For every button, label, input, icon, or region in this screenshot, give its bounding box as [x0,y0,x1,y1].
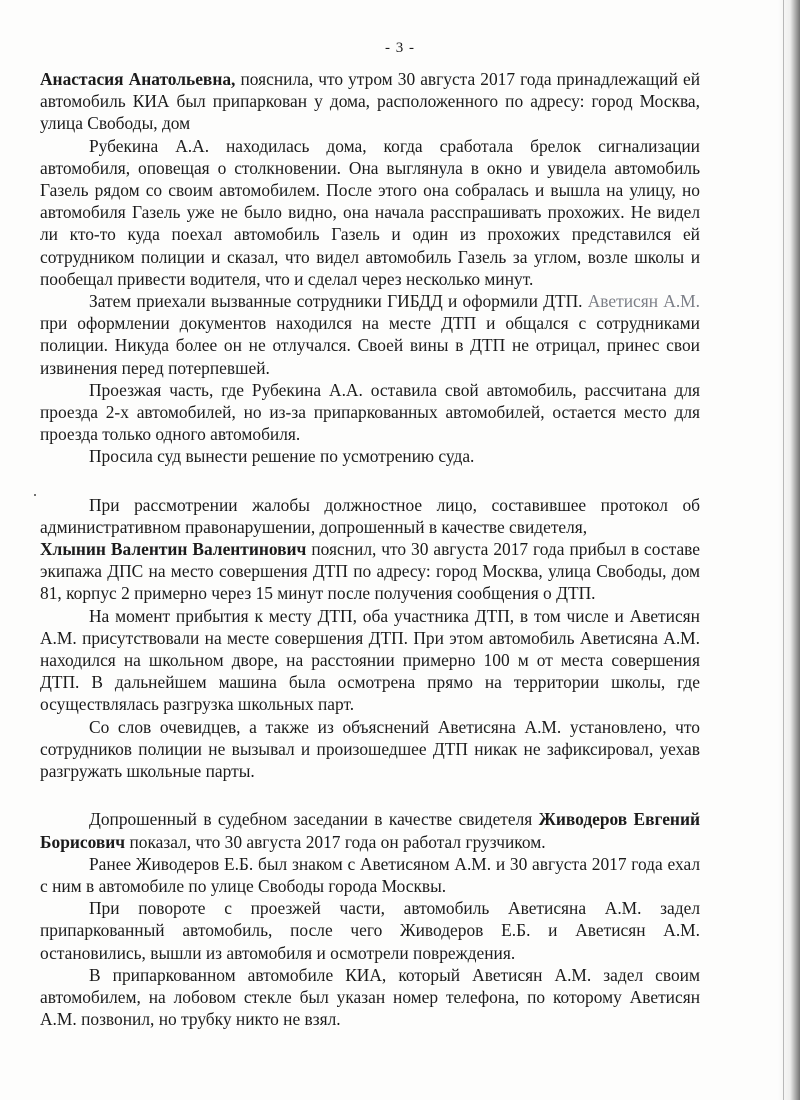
paragraph-text: Просила суд вынести решение по усмотрению суда. [89,446,475,467]
witness-name: Анастасия Анатольевна, [40,69,236,89]
paragraph-text: пояснил, что 30 августа 2017 года прибыл в составе экипажа ДПС на место совершения ДТП по адресу: город Москва, улица Свободы, дом 81, корпус 2 примерно через 15 минут после получения сообщения о ДТП. [40,539,700,604]
scan-edge-shadow [778,0,800,1100]
paragraph-13 [40,964,700,1031]
paragraph-8 [40,605,700,716]
paragraph-gap [40,468,700,494]
paragraph-5 [40,445,700,467]
paragraph-4 [40,379,700,446]
paragraph-text: Допрошенный в судебном заседании в качестве свидетеля [89,809,539,830]
paragraph-text: Затем приехали вызванные сотрудники ГИБДД и оформили ДТП. [89,291,588,312]
page-number: - 3 - [385,40,415,56]
paragraph-7 [40,538,700,605]
scan-speck [34,494,36,496]
paragraph-11 [40,853,700,897]
paragraph-1 [40,68,700,135]
paragraph-gap [40,782,700,808]
faded-name: Аветисян А.М. [587,291,700,312]
paragraph-text: Проезжая часть, где Рубекина А.А. оставила свой автомобиль, рассчитана для проезда 2-х автомобилей, но из-за припаркованных автомобилей, остается место для проезда только одного автомобиля. [40,379,700,445]
paragraph-text: пояснила, что утром 30 августа 2017 года принадлежащий ей автомобиль КИА был припаркован у дома, расположенного по адресу: город Москва, улица Свободы, дом [40,69,701,134]
paragraph-3 [40,290,700,379]
paragraph-12 [40,897,700,964]
paragraph-2 [40,135,700,290]
paragraph-text: Со слов очевидцев, а также из объяснений Аветисяна А.М. установлено, что сотрудников полиции не вызывал и произошедшее ДТП никак не зафиксировал, уехав разгружать школьные парты. [40,716,700,782]
paragraph-text: Рубекина А.А. находилась дома, когда сработала брелок сигнализации автомобиля, оповещая о столкновении. Она выглянула в окно и увидела автомобиль Газель рядом со своим автомобилем. После этого она собралась и вышла на улицу, но автомобиля Газель уже не было видно, она начала расспрашивать прохожих. Не видел ли кто-то куда поехал автомобиль Газель и один из прохожих представился ей сотрудником полиции и сказал, что видел автомобиль Газель за углом, возле школы и пообещал привести водителя, что и сделал через несколько минут. [40,135,700,289]
paragraph-text: при оформлении документов находился на месте ДТП и общался с сотрудниками полиции. Никуда более он не отлучался. Своей вины в ДТП не отрицал, принес свои извинения перед потерпевшей. [40,313,700,378]
paragraph-text: Ранее Живодеров Е.Б. был знаком с Аветисяном А.М. и 30 августа 2017 года ехал с ним в автомобиле по улице Свободы города Москвы. [40,853,700,896]
paragraph-text: При рассмотрении жалобы должностное лицо, составившее протокол об административном правонарушении, допрошенный в качестве свидетеля, [40,494,700,537]
document-body [40,68,700,1030]
paragraph-text: показал, что 30 августа 2017 года он работал грузчиком. [125,831,546,852]
paragraph-text: На момент прибытия к месту ДТП, оба участника ДТП, в том числе и Аветисян А.М. присутствовали на месте совершения ДТП. При этом автомобиль Аветисяна А.М. находился на школьном дворе, на расстоянии примерно 100 м от места совершения ДТП. В дальнейшем машина была осмотрена прямо на территории школы, где осуществлялась разгрузка школьных парт. [40,605,700,715]
paragraph-text: При повороте с проезжей части, автомобиль Аветисяна А.М. задел припаркованный автомобиль, после чего Живодеров Е.Б. и Аветисян А.М. остановились, вышли из автомобиля и осмотрели повреждения. [40,898,700,963]
scan-edge-line [783,0,784,1100]
paragraph-9 [40,716,700,783]
witness-name: Хлынин Валентин Валентинович [40,539,307,560]
witness-name: Живодеров Евгений Борисович [40,809,700,852]
paragraph-6 [40,494,700,538]
paragraph-text: В припаркованном автомобиле КИА, который Аветисян А.М. задел своим автомобилем, на лобовом стекле был указан номер телефона, по которому Аветисян А.М. позвонил, но трубку никто не взял. [40,964,700,1030]
paragraph-10 [40,808,700,852]
